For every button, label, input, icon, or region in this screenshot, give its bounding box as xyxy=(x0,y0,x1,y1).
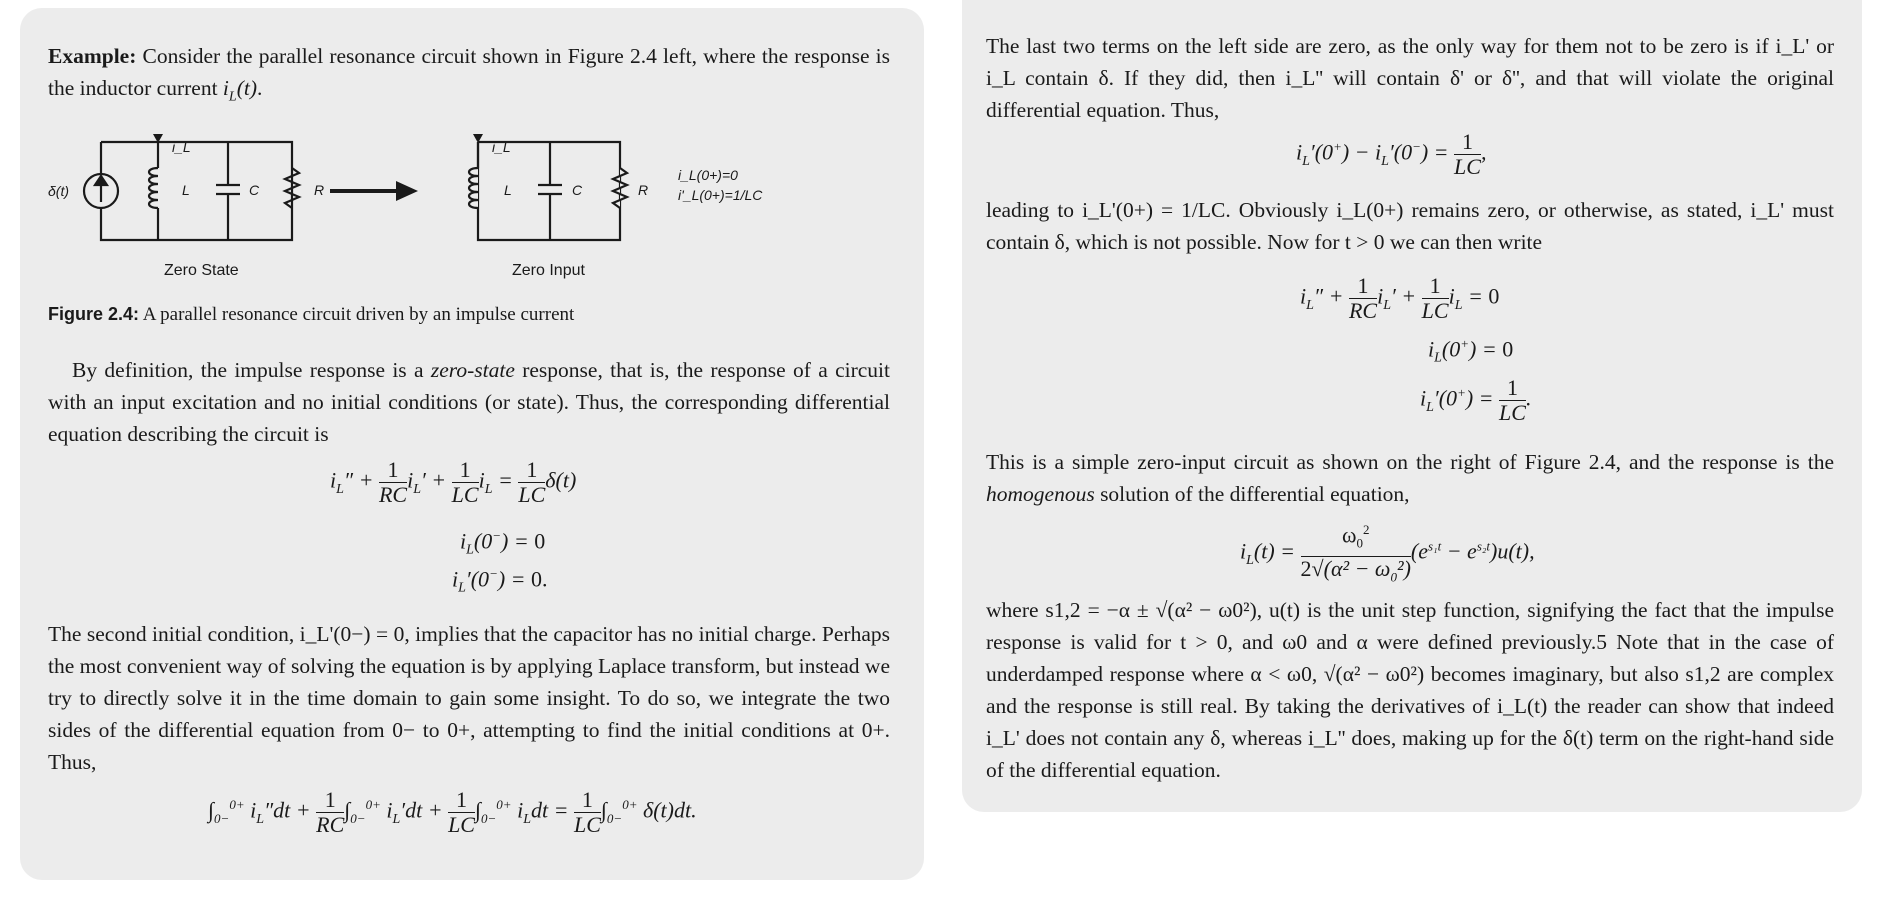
inductor-label-right: L xyxy=(504,182,512,198)
initial-condition-1: i_L(0+)=0 xyxy=(678,167,738,183)
right-paragraph-4: where s1,2 = −α ± √(α² − ω0²), u(t) is the unit step function, signifying the fact that the impulse response is valid for t > 0, and ω0 and α were defined previously.5 Note that in the case of underdamped response where α < ω0, √(α² − ω0²) becomes imaginary, but also s1,2 are complex and the response is still real. By taking the derivatives of i_L(t) the reader can show that indeed i_L' does not contain any δ, whereas i_L'' does, making up for the δ(t) term on the right-hand side of the differential equation. xyxy=(986,598,1834,782)
figure-caption-text: A parallel resonance circuit driven by an impulse current xyxy=(139,304,575,325)
zero-input-equation-line-3: $i_L'(0^+)$ = $\frac{1}{LC}$ . xyxy=(1420,375,1532,425)
integral-equation: $\int_{0-}^{0+}$ $i_L''dt$ + $\frac{1}{RC}$ $\int_{0-}^{0+}$ $i_L'dt$ + $\frac{1}{LC}$ $\int_{0-}^{0+}$ $i_Ldt$ = $\frac{1}{LC}$ $\int_{0-}^{0+}$ δ(t)dt. xyxy=(208,787,697,837)
current-label-right: i_L xyxy=(492,139,511,155)
source-label: δ(t) xyxy=(48,183,69,199)
capacitor-label-left: C xyxy=(249,182,260,198)
right-paragraph-1: The last two terms on the left side are zero, as the only way for them not to be zero is if i_L' or i_L contain δ. If they did, then i_L'' will contain δ' or δ'', and that will violate the original differential equation. Thus, xyxy=(986,34,1834,122)
zero-state-label: Zero State xyxy=(164,262,239,279)
resistor-label-right: R xyxy=(638,182,649,198)
homogenous-emphasis: homogenous xyxy=(986,482,1095,506)
example-variable: $i_L(t)$ xyxy=(222,76,257,105)
right-paragraph-2: leading to i_L'(0+) = 1/LC. Obviously i_L(0+) remains zero, or otherwise, as stated, i_L' must contain δ, which is not possible. Now for t > 0 we can then write xyxy=(986,198,1834,254)
example-paragraph: Example: Consider the parallel resonance circuit shown in Figure 2.4 left, where the response is the inductor current $i_L(t)$. xyxy=(48,44,890,105)
definition-paragraph: By definition, the impulse response is a zero-state response, that is, the response of a circuit with an input excitation and no initial conditions (or state). Thus, the corresponding differential equation describing the circuit is xyxy=(48,358,890,446)
initial-condition-2: i'_L(0+)=1/LC xyxy=(678,187,763,203)
current-label-left: i_L xyxy=(172,139,191,155)
zero-state-equation-line-1: $i_L''$ + $\frac{1}{RC}$ $i_L'$ + $\frac{1}{LC}$ $i_L$ = $\frac{1}{LC}$ δ(t) xyxy=(330,457,577,507)
zero-input-label: Zero Input xyxy=(512,262,585,279)
example-text: Consider the parallel resonance circuit shown in Figure 2.4 left, where the response is the inductor current xyxy=(48,44,890,100)
inductor-label-left: L xyxy=(182,182,190,198)
capacitor-label-right: C xyxy=(572,182,583,198)
figure-caption-tag: Figure 2.4: xyxy=(48,304,140,324)
zero-input-equation-line-2: $i_L(0^+) = 0$ xyxy=(1428,336,1514,366)
example-label: Example: xyxy=(48,44,137,68)
second-condition-paragraph: The second initial condition, i_L'(0−) = 0, implies that the capacitor has no initial charge. Perhaps the most convenient way of solving the equation is by applying Laplace transform, but instead we try to directly solve it in the time domain to gain some insight. To do so, we integrate the two sides of the differential equation from 0− to 0+, attempting to find the initial conditions at 0+. Thus, xyxy=(48,622,890,774)
circuit-figure xyxy=(40,122,780,262)
derivative-jump-equation: $i_L'(0^+) - i_L'(0^-)$ = $\frac{1}{LC}$ , xyxy=(1296,129,1487,179)
figure-caption xyxy=(48,304,574,326)
resistor-label-left: R xyxy=(314,182,325,198)
right-paragraph-3: This is a simple zero-input circuit as shown on the right of Figure 2.4, and the response is the homogenous solution of the differential equation, xyxy=(986,450,1834,506)
zero-state-equation-line-3: $i_L'(0^-) = 0$. xyxy=(452,566,548,596)
zero-input-equation-line-1: $i_L''$ + $\frac{1}{RC}$ $i_L'$ + $\frac{1}{LC}$ $i_L = 0$ xyxy=(1300,273,1500,323)
zero-state-equation-line-2: $i_L(0^-) = 0$ xyxy=(460,528,546,558)
zero-state-emphasis: zero-state xyxy=(430,358,515,382)
homogenous-solution-equation: $i_L(t)$ = $\frac{\omega_0^2}{2√(\alpha^2 - \omega_0^2)}$ $(e^{s_1t} - e^{s_2t})u(t)$, xyxy=(1240,518,1535,589)
